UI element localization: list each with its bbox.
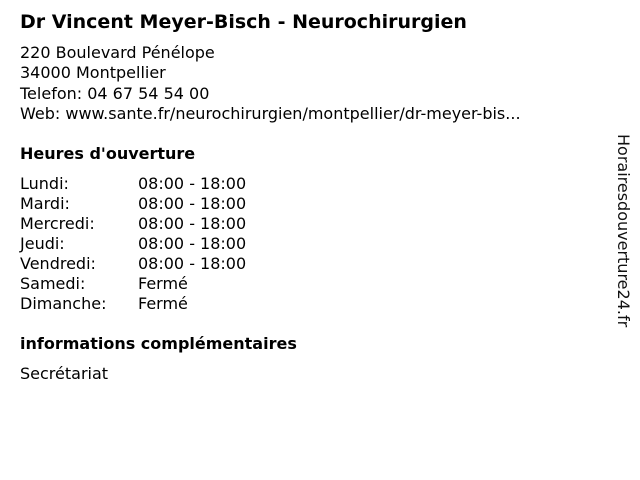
- additional-info-heading: informations complémentaires: [20, 334, 297, 353]
- day-label: Lundi:: [20, 174, 69, 193]
- opening-hours-heading: Heures d'ouverture: [20, 144, 196, 163]
- day-label: Dimanche:: [20, 294, 107, 313]
- day-label: Jeudi:: [20, 234, 65, 253]
- day-label: Mardi:: [20, 194, 70, 213]
- street-address: 220 Boulevard Pénélope: [20, 43, 215, 62]
- address-block: [20, 43, 521, 124]
- time-value: Fermé: [138, 274, 188, 293]
- additional-info-text: Secrétariat: [20, 364, 109, 383]
- day-label: Vendredi:: [20, 254, 96, 273]
- page-title: Dr Vincent Meyer-Bisch - Neurochirurgien: [20, 11, 467, 33]
- time-value: Fermé: [138, 294, 188, 313]
- city-postal: 34000 Montpellier: [20, 63, 166, 83]
- site-watermark: Horairesdouverture24.fr: [614, 134, 633, 328]
- time-value: 08:00 - 18:00: [138, 214, 247, 233]
- website-link[interactable]: Web: www.sante.fr/neurochirurgien/montpellier/dr-meyer-bis...: [20, 103, 521, 123]
- time-value: 08:00 - 18:00: [138, 194, 247, 213]
- time-value: 08:00 - 18:00: [138, 234, 247, 253]
- time-value: 08:00 - 18:00: [138, 254, 247, 273]
- phone-number: Telefon: 04 67 54 54 00: [20, 83, 210, 103]
- day-label: Mercredi:: [20, 214, 95, 233]
- day-label: Samedi:: [20, 274, 86, 293]
- time-value: 08:00 - 18:00: [138, 174, 247, 193]
